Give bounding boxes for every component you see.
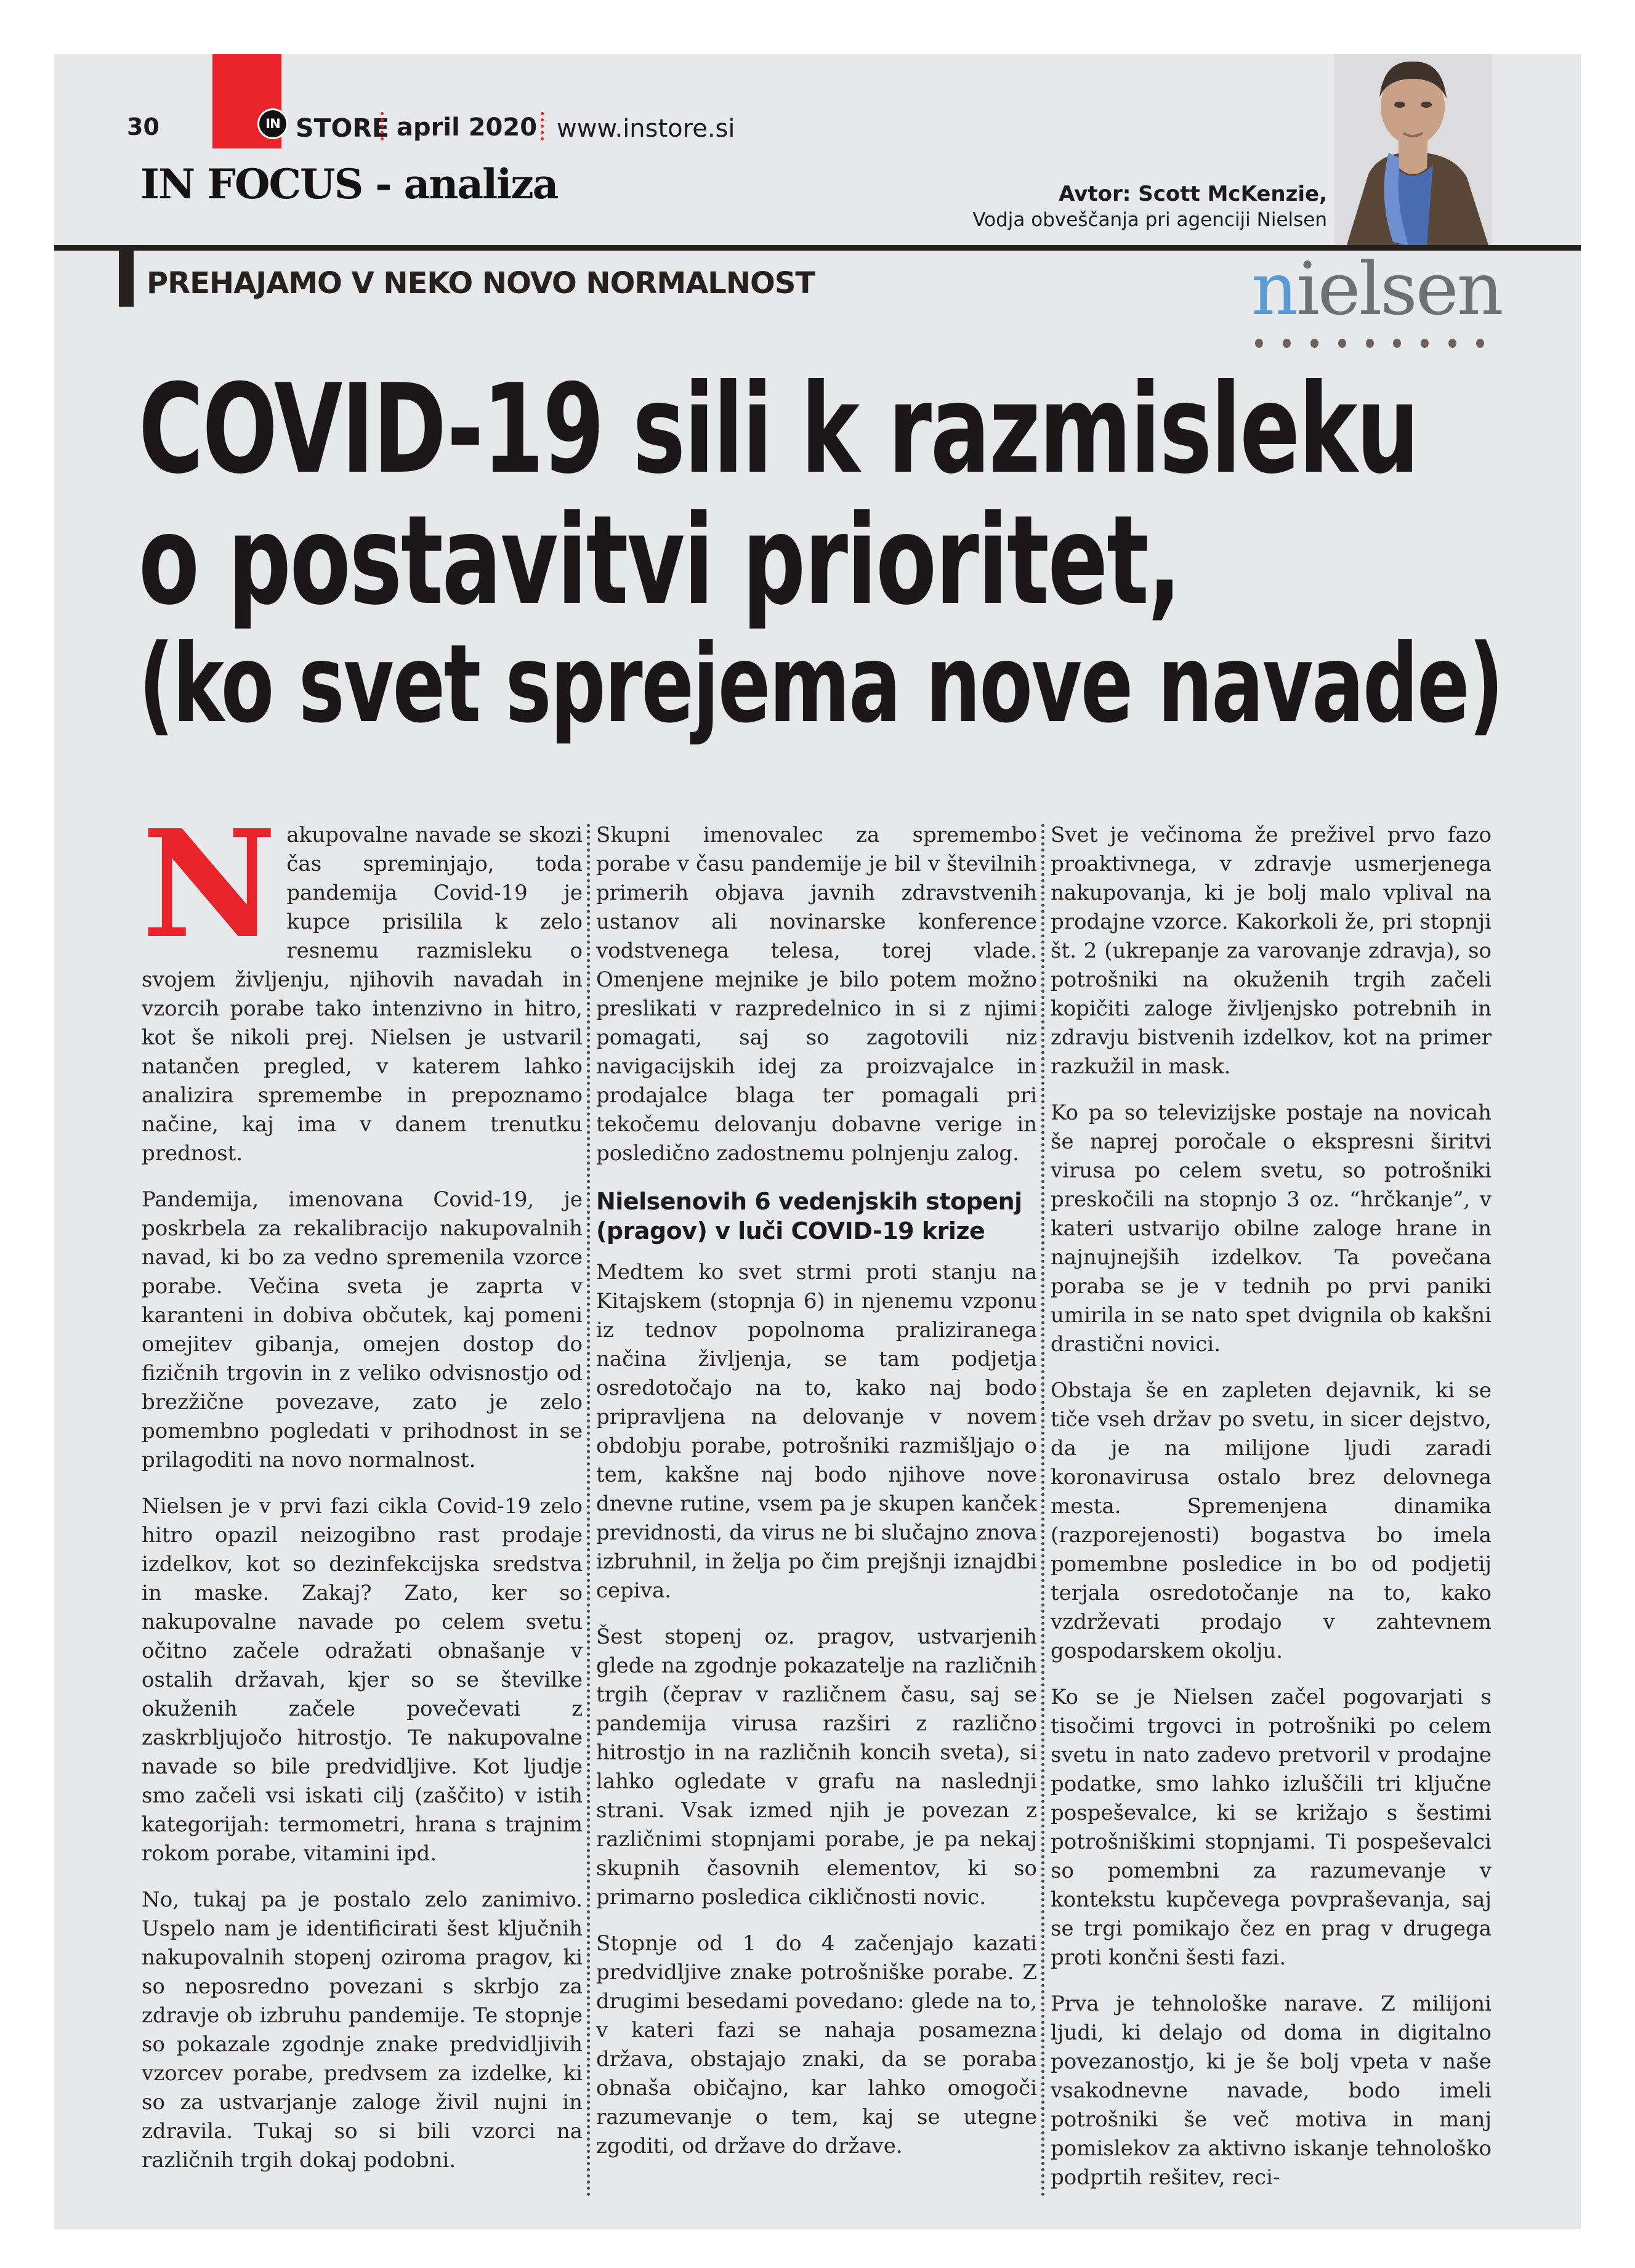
headline-line-2: o postavitvi prioritet,: [139, 489, 1181, 632]
store-wordmark: STORE: [296, 113, 389, 143]
headline-line-1: COVID-19 sili k razmisleku: [139, 358, 1418, 501]
nielsen-logo-dots-icon: [1255, 339, 1484, 348]
author-block: [972, 181, 1327, 232]
article-column-2: [596, 821, 1037, 2178]
paragraph: Skupni imenovalec za spremembo porabe v času pandemije je bil v številnih primerih objava javnih zdravstvenih ustanov ali novinarske konference vodstvenega telesa, torej vlade. Omenjene mejnike je bilo potem možno preslikati v razpredelnico in si z njimi pomagati, saj so zagotovili niz navigacijskih idej za proizvajalce in prodajalce blaga ter pomagali pri tekočemu delovanju dobavne verige in posledično zadostnemu polnjenju zalog.: [596, 823, 1037, 1166]
kicker: PREHAJAMO V NEKO NOVO NORMALNOST: [147, 266, 815, 301]
paragraph: Svet je večinoma že preživel prvo fazo proaktivnega, v zdravje usmerjenega nakupovanja, ki je bolj malo vplival na prodajne vzorce. Kakorkoli že, pri stopnji št. 2 (ukrepanje za varovanje zdravja), so potrošniki na okuženih trgih začeli kopičiti zaloge življenjsko potrebnih in zdravju bistvenih izdelkov, kot na primer razkužil in mask.: [1051, 823, 1492, 1079]
dotted-separator-icon: [541, 112, 544, 140]
paragraph: Stopnje od 1 do 4 začenjajo kazati predvidljive znake potrošniške porabe. Z drugimi besedami povedano: glede na to, v kateri fazi se nahaja posamezna država, obstajajo znaki, da se poraba obnaša običajno, kar lahko omogoči razumevanje o tem, kaj se utegne zgoditi, od države do države.: [596, 1931, 1037, 2158]
paragraph: Nielsen je v prvi fazi cikla Covid-19 zelo hitro opazil neizogibno rast prodaje izdelkov, kot so dezinfekcijska sredstva in maske. Zakaj? Zato, ker so nakupovalne navade po celem svetu očitno začele odražati obnašanje v ostalih državah, kjer so se številke okuženih začele povečevati z zaskrbljujočo hitrostjo. Te nakupovalne navade so bile predvidljive. Kot ljudje smo začeli vsi iskati cilj (zaščito) v istih kategorijah: termometri, hrana s trajnim rokom porabe, vitamini ipd.: [142, 1494, 583, 1866]
paragraph: Ko pa so televizijske postaje na novicah še naprej poročale o ekspresni širitvi virusa po celem svetu, so potrošniki preskočili na stopnjo 3 oz. “hrčkanje”, v kateri ustvarijo obilne zaloge hrane in najnujnejših izdelkov. Ta povečana poraba se je v tednih po prvi paniki umirila in se nato spet dvignila ob kakšni drastični novici.: [1051, 1100, 1492, 1357]
nielsen-logo-n: n: [1251, 246, 1296, 331]
nielsen-logo: [1251, 246, 1502, 331]
subheading: Nielsenovih 6 vedenjskih stopenj (pragov) v luči COVID-19 krize: [596, 1188, 1022, 1245]
paragraph: Šest stopenj oz. pragov, ustvarjenih glede na zgodnje pokazatelje na različnih trgih (čeprav v različnem času, saj se pandemija virusa razširi z različno hitrostjo in na različnih koncih sveta), si lahko ogledate v grafu na naslednji strani. Vsak izmed njih je povezan z različnimi stopnjami porabe, je pa nekaj skupnih časovnih elementov, ki so primarno posledica cikličnosti novic.: [596, 1624, 1037, 1910]
paragraph: Nakupovalne navade se skozi čas spreminjajo, toda pandemija Covid-19 je kupce prisilila k zelo resnemu razmisleku o svojem življenju, njihovih navadah in vzorcih porabe tako intenzivno in hitro, kot še nikoli prej. Nielsen je ustvaril natančen pregled, v katerem lahko analizira spremembe in prepoznamo načine, kaj ima v danem trenutku prednost.: [142, 797, 583, 1166]
author-name: Avtor: Scott McKenzie,: [1059, 182, 1327, 206]
paragraph: Prva je tehnološke narave. Z milijoni ljudi, ki delajo od doma in digitalno povezanostjo, ki je še bolj vpeta v naše vsakodnevne navade, bodo imeli potrošniki še več motiva in manj pomislekov za aktivno iskanje tehnološko podprtih rešitev, reci-: [1051, 1992, 1492, 2190]
paragraph: Medtem ko svet strmi proti stanju na Kitajskem (stopnja 6) in njenemu vzponu iz tednov popolnoma praliziranega načina življenja, se tam podjetja osredotočajo na to, kako naj bodo pripravljena na delovanje v novem obdobju porabe, potrošniki razmišljajo o tem, kakšne naj bodo njihove nove dnevne rutine, vsem pa je skupen kanček previdnosti, da virus ne bi slučajno znova izbruhnil, in želja po čim prejšnji iznajdbi cepiva.: [596, 1260, 1037, 1603]
drop-cap: N: [142, 797, 277, 971]
author-photo: [1334, 54, 1492, 245]
section-title: IN FOCUS - analiza: [140, 160, 558, 208]
paragraph: No, tukaj pa je postalo zelo zanimivo. Uspelo nam je identificirati šest ključnih nakupovalnih stopenj oziroma pragov, ki so neposredno povezani s skrbjo za zdravje ob izbruhu pandemije. Te stopnje so pokazale zgodnje znake predvidljivih vzorcev porabe, predvsem za izdelke, ki so za ustvarjanje zaloge živil nujni in zdravila. Tukaj so si bili vzorci na različnih trgih dokaj podobni.: [142, 1887, 583, 2173]
in-store-badge-icon: IN: [257, 108, 288, 139]
article-column-3: [1051, 821, 1492, 2209]
issue-date: april 2020: [397, 113, 538, 142]
dotted-separator-icon: [381, 112, 384, 140]
column-separator-icon: [1041, 824, 1044, 2197]
paragraph: Obstaja še en zapleten dejavnik, ki se tiče vseh držav po svetu, in sicer dejstvo, da je na milijone ljudi zaradi koronavirusa ostalo brez delovnega mesta. Spremenjena dinamika (razporejenosti) bogastva bo imela pomembne posledice in bo od podjetij terjala osredotočanje na to, kako vzdrževati prodajo v zahtevnem gospodarskem okolju.: [1051, 1378, 1492, 1663]
column-separator-icon: [587, 824, 590, 2197]
nielsen-logo-rest: ielsen: [1296, 246, 1502, 331]
website-url: www.instore.si: [557, 115, 735, 143]
paragraph: Pandemija, imenovana Covid-19, je poskrbela za rekalibracijo nakupovalnih navad, ki bo za vedno spremenila vzorce porabe. Večina sveta je zaprta v karanteni in dobiva občutek, kaj pomeni omejitev gibanja, omejen dostop do fizičnih trgovin in z veliko odvisnostjo od brezžične povezave, zato je zelo pomembno pogledati v prihodnost in se prilagoditi na novo normalnost.: [142, 1187, 583, 1472]
headline-line-3: (ko svet sprejema nove navade): [139, 622, 1503, 747]
page-number: 30: [127, 113, 159, 140]
article-column-1: [142, 797, 583, 2192]
paragraph: Ko se je Nielsen začel pogovarjati s tisočimi trgovci in potrošniki po celem svetu in nato zadevo pretvoril v prodajne podatke, smo lahko izluščili tri ključne pospeševalce, ki se križajo s šestimi potrošniškimi stopnjami. Ti pospeševalci so pomembni za razumevanje v kontekstu kupčevega povpraševanja, saj se trgi pomikajo čez en prag v drugega proti končni šesti fazi.: [1051, 1685, 1492, 1970]
author-role: Vodja obveščanja pri agenciji Nielsen: [972, 208, 1327, 231]
kicker-bar: [119, 245, 134, 307]
magazine-page: [54, 54, 1581, 2229]
